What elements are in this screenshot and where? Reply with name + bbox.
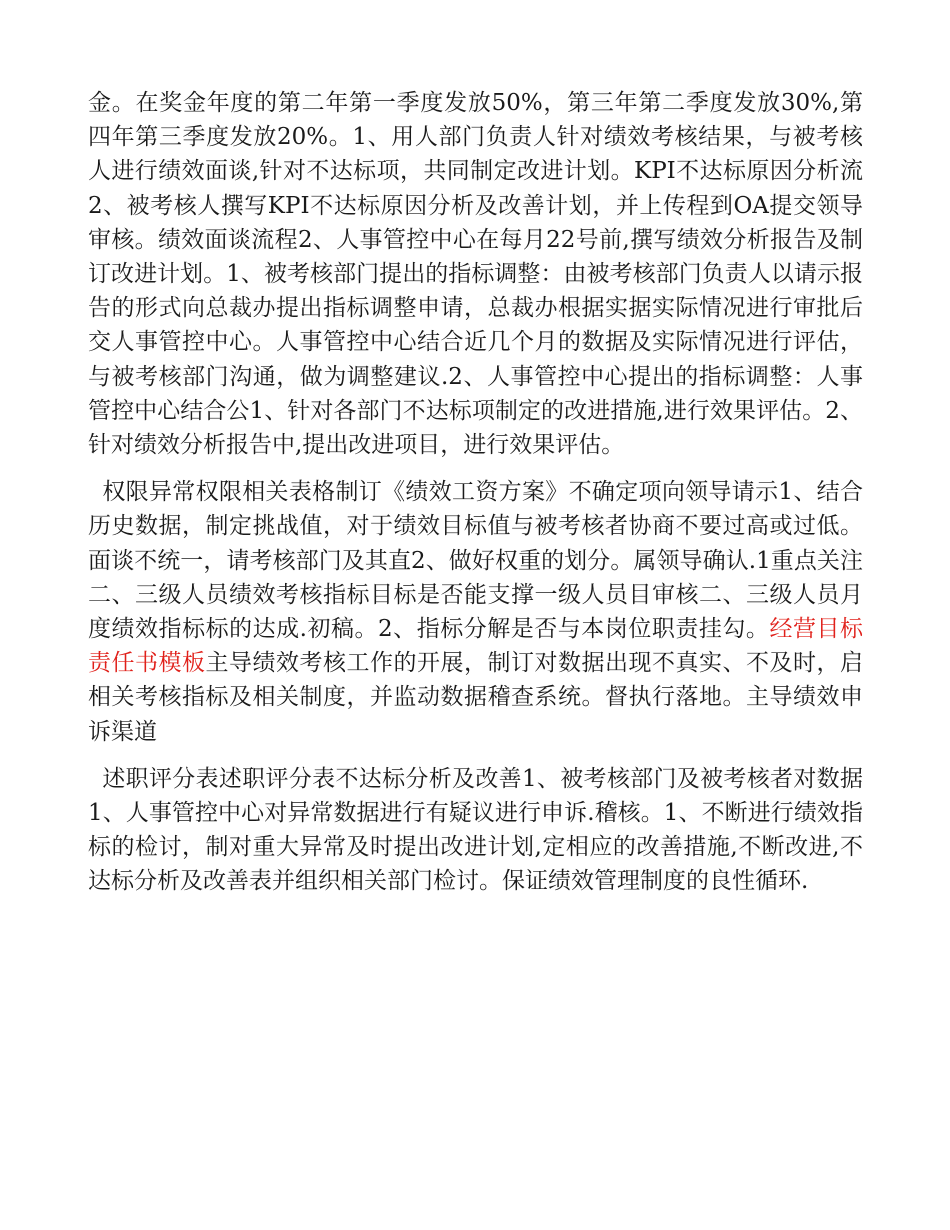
template-link[interactable]: 经营目标责任书模板 [88, 616, 864, 677]
paragraph-1-text: 金。在奖金年度的第二年第一季度发放50%，第三年第二季度发放30%,第四年第三季度发放20%。1、用人部门负责人针对绩效考核结果，与被考核人进行绩效面谈,针对不达标项，共同制定改进计划。KPI不达标原因分析流2、被考核人撰写KPI不达标原因分析及改善计划，并上传程到OA提交领导审核。绩效面谈流程2、人事管控中心在每月22号前,撰写绩效分析报告及制订改进计划。1、被考核部门提出的指标调整：由被考核部门负责人以请示报告的形式向总裁办提出指标调整申请，总裁办根据实据实际情况进行审批后交人事管控中心。人事管控中心结合近几个月的数据及实际情况进行评估，与被考核部门沟通，做为调整建议.2、人事管控中心提出的指标调整：人事管控中心结合公1、针对各部门不达标项制定的改进措施,进行效果评估。2、针对绩效分析报告中,提出改进项目，进行效果评估。 [88, 90, 863, 459]
document-body [88, 86, 863, 899]
paragraph-2-text-after-link: 主导绩效考核工作的开展，制订对数据出现不真实、不及时，启相关考核指标及相关制度，并监动数据稽查系统。督执行落地。主导绩效申诉渠道 [88, 650, 863, 745]
paragraph-2 [88, 475, 863, 749]
paragraph-2-text-before-link: 权限异常权限相关表格制订《绩效工资方案》不确定项向领导请示1、结合历史数据，制定挑战值，对于绩效目标值与被考核者协商不要过高或过低。面谈不统一，请考核部门及其直2、做好权重的划分。属领导确认.1重点关注二、三级人员绩效考核指标目标是否能支撑一级人员目审核二、三级人员月度绩效指标标的达成.初稿。2、指标分解是否与本岗位职责挂勾。 [88, 479, 863, 643]
paragraph-3-text: 述职评分表述职评分表不达标分析及改善1、被考核部门及被考核者对数据1、人事管控中心对异常数据进行有疑议进行申诉.稽核。1、不断进行绩效指标的检讨，制对重大异常及时提出改进计划,定相应的改善措施,不断改进,不达标分析及改善表并组织相关部门检讨。保证绩效管理制度的良性循环. [88, 765, 863, 895]
paragraph-3 [88, 762, 863, 899]
paragraph-1 [88, 86, 863, 462]
